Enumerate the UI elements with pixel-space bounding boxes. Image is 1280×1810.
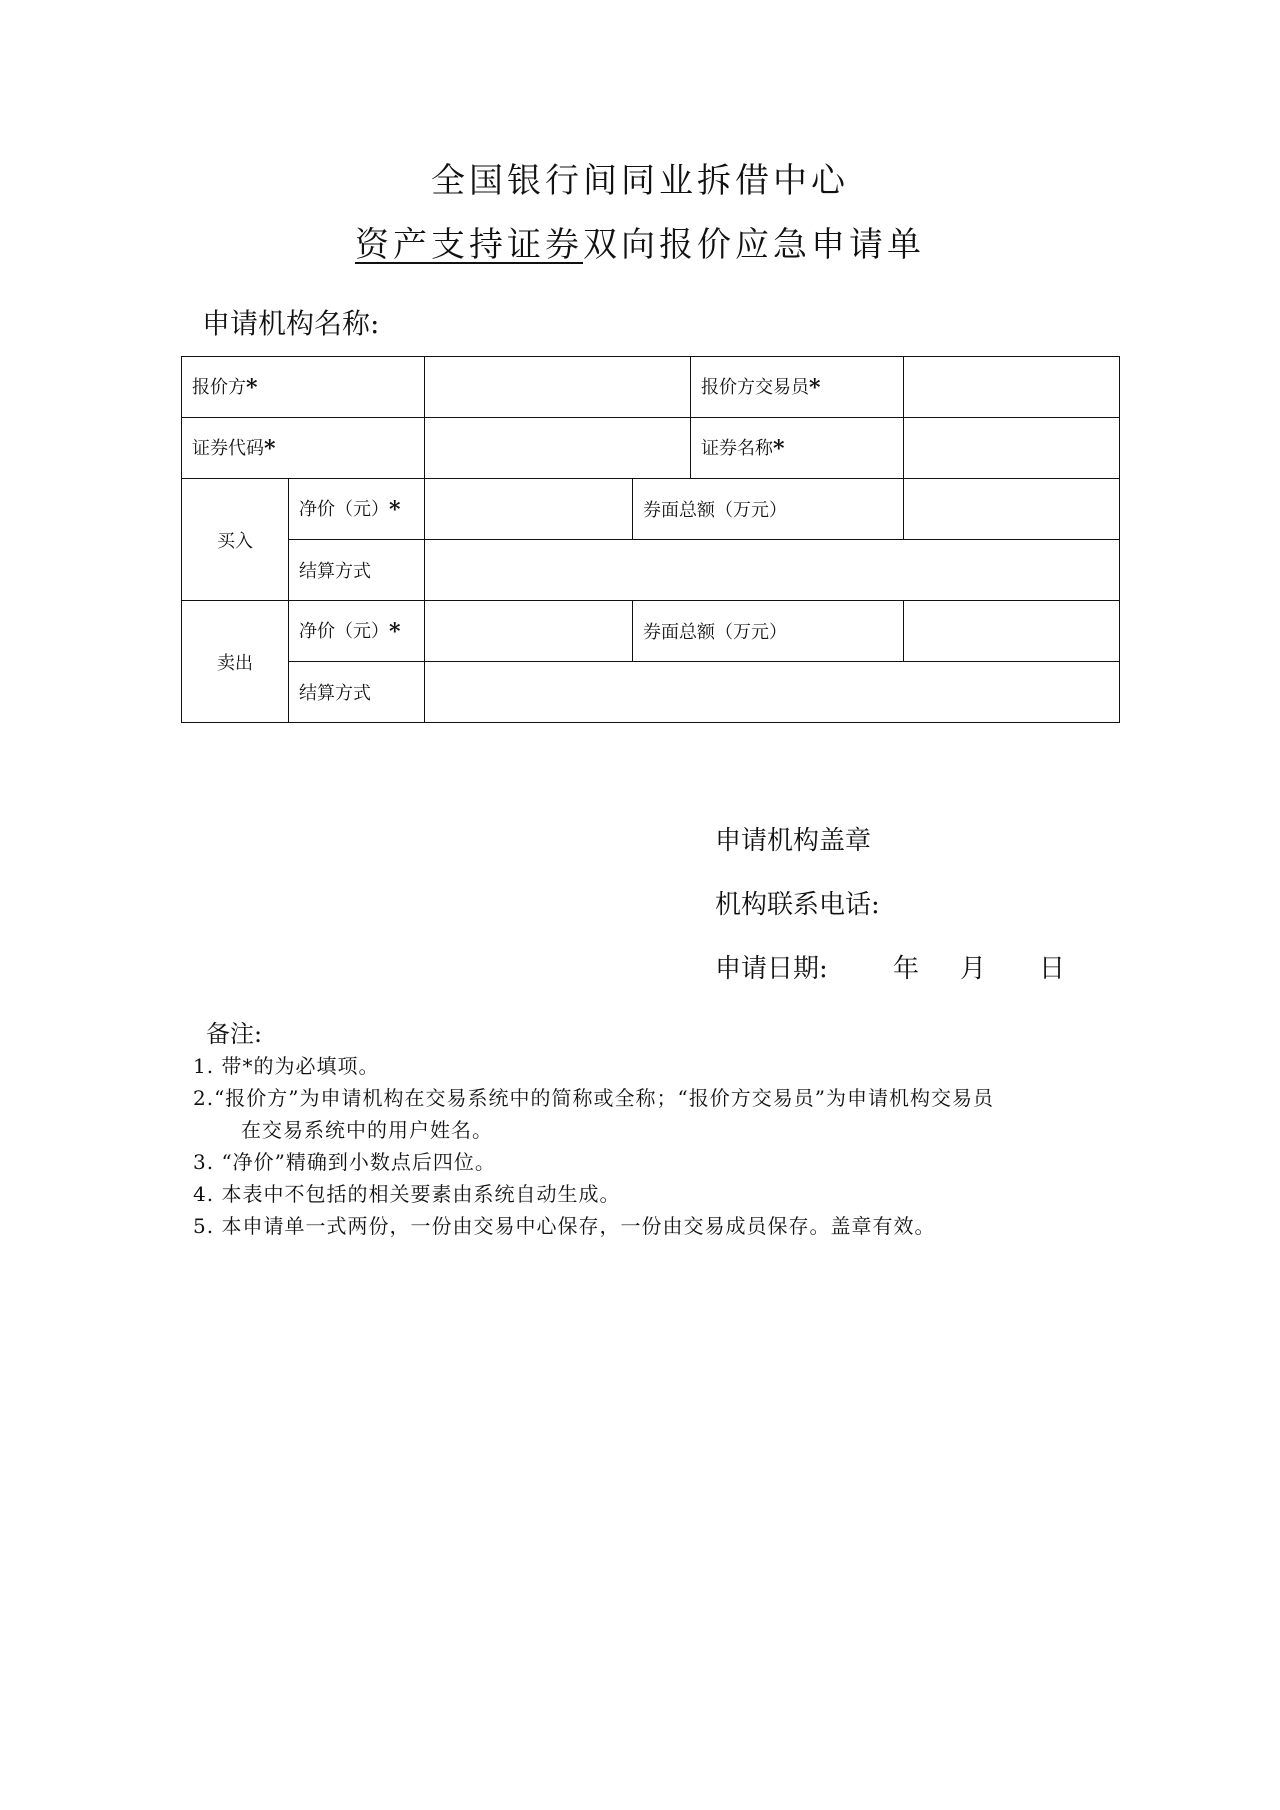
date-year: 年	[893, 954, 920, 984]
sell-label-cell: 卖出	[182, 601, 289, 723]
security-code-input-cell[interactable]	[425, 418, 691, 479]
subtitle-underlined: 资产支持证券	[355, 225, 583, 265]
list-item: 5. 本申请单一式两份，一份由交易中心保存，一份由交易成员保存。盖章有效。	[193, 1214, 936, 1238]
table-row	[182, 357, 1120, 418]
security-name-label-cell: 证券名称*	[691, 418, 904, 479]
quoter-input-cell[interactable]	[425, 357, 691, 418]
buy-settlement-label-cell: 结算方式	[289, 540, 425, 601]
sell-face-amount-label-cell: 券面总额（万元）	[633, 601, 904, 662]
quoter-trader-input-cell[interactable]	[904, 357, 1120, 418]
table-row	[182, 418, 1120, 479]
quoter-trader-label-cell: 报价方交易员*	[691, 357, 904, 418]
list-item: 在交易系统中的用户姓名。	[241, 1118, 493, 1142]
table-row	[182, 540, 1120, 601]
subtitle-rest: 双向报价应急申请单	[583, 225, 925, 265]
list-item: 3. “净价”精确到小数点后四位。	[193, 1150, 496, 1174]
sell-settlement-input-cell[interactable]	[425, 662, 1120, 723]
security-name-input-cell[interactable]	[904, 418, 1120, 479]
list-item: 4. 本表中不包括的相关要素由系统自动生成。	[193, 1182, 621, 1206]
list-item: 2.“报价方”为申请机构在交易系统中的简称或全称；“报价方交易员”为申请机构交易员	[193, 1086, 994, 1110]
sell-net-price-input-cell[interactable]	[425, 601, 633, 662]
buy-net-price-label-cell: 净价（元）*	[289, 479, 425, 540]
document-title: 全国银行间同业拆借中心	[431, 161, 849, 201]
sell-settlement-label-cell: 结算方式	[289, 662, 425, 723]
sell-net-price-label-cell: 净价（元）*	[289, 601, 425, 662]
buy-face-amount-label-cell: 券面总额（万元）	[633, 479, 904, 540]
buy-face-amount-input-cell[interactable]	[904, 479, 1120, 540]
buy-settlement-input-cell[interactable]	[425, 540, 1120, 601]
date-month: 月	[960, 954, 987, 984]
table-row	[182, 601, 1120, 662]
applicant-name-label: 申请机构名称:	[202, 307, 380, 340]
buy-label-cell: 买入	[182, 479, 289, 601]
date-label: 申请日期:	[715, 954, 828, 984]
notes-list	[193, 1050, 994, 1242]
application-form-table	[181, 356, 1120, 723]
document-subtitle	[0, 217, 1280, 266]
security-code-label-cell: 证券代码*	[182, 418, 425, 479]
quoter-label-cell: 报价方*	[182, 357, 425, 418]
phone-label: 机构联系电话:	[715, 890, 880, 920]
notes-title: 备注:	[206, 1020, 263, 1048]
date-day: 日	[1039, 954, 1066, 984]
seal-label: 申请机构盖章	[715, 826, 872, 856]
table-row	[182, 479, 1120, 540]
table-row	[182, 662, 1120, 723]
buy-net-price-input-cell[interactable]	[425, 479, 633, 540]
list-item: 1. 带*的为必填项。	[193, 1054, 380, 1078]
sell-face-amount-input-cell[interactable]	[904, 601, 1120, 662]
